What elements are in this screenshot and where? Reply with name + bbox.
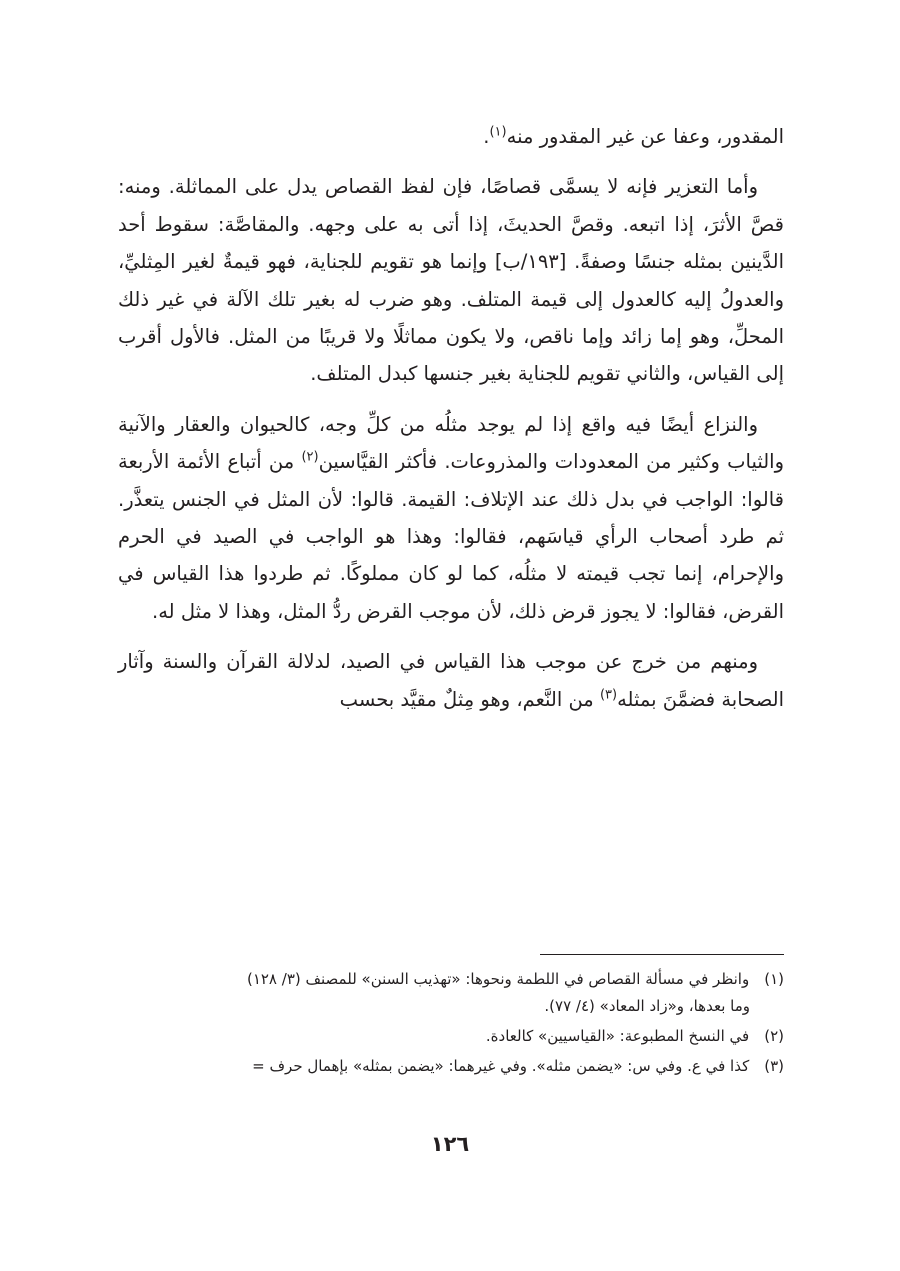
- main-text: [118, 118, 784, 731]
- footnote-2: [118, 1023, 784, 1050]
- page-number: ١٢٦: [430, 1132, 470, 1156]
- footnote-2-number: (٢): [764, 1027, 784, 1045]
- paragraph-2: وأما التعزير فإنه لا يسمَّى قصاصًا، فإن لفظ القصاص يدل على المماثلة. ومنه: قصَّ الأثرَ، إذا اتبعه. وقصَّ الحديثَ، إذا أتى به على وجهه. والمقاصَّة: سقوط أحد الدَّينين بمثله جنسًا وصفةً. [١٩٣/ب] وإنما هو تقويم للجناية، فهو قيمةٌ لغير المِثليِّ، والعدولُ إليه كالعدول إلى قيمة المتلف. وهو ضرب له بغير تلك الآلة في غير ذلك المحلِّ، وهو إما زائد وإما ناقص، ولا يكون مماثلًا ولا قريبًا من المثل. فالأول أقرب إلى القياس، والثاني تقويم للجناية بغير جنسها كبدل المتلف.: [118, 175, 784, 386]
- paragraph-3-text-a: والنزاع أيضًا فيه واقع إذا لم يوجد مثلُه من كلِّ وجه، كالحيوان والعقار والآنية والثياب وكثير من المعدودات والمذروعات. فأكثر القيَّاسين: [118, 412, 784, 474]
- paragraph-4: [118, 643, 784, 718]
- footnote-3: [118, 1053, 784, 1080]
- footnote-separator: [540, 954, 784, 955]
- paragraph-3: [118, 406, 784, 630]
- footnote-ref-3[interactable]: (٣): [599, 687, 618, 703]
- paragraph-1-text: المقدور، وعفا عن غير المقدور منه: [506, 125, 784, 148]
- paragraph-1: [118, 118, 784, 155]
- footnotes: [118, 966, 784, 1083]
- paragraph-3-text-b: من أتباع الأئمة الأربعة قالوا: الواجب في بدل ذلك عند الإتلاف: القيمة. قالوا: لأن المثل في الجنس يتعذَّر. ثم طرد أصحاب الرأي قياسَهم، فقالوا: وهذا هو الواجب في الصيد في الحرم والإحرام، إنما تجب قيمته لا مثلُه، كما لو كان مملوكًا. ثم طردوا هذا القياس في القرض، فقالوا: لا يجوز قرض ذلك، لأن موجب القرض ردُّ المثل، وهذا لا مثل له.: [118, 450, 784, 623]
- paragraph-1-end: .: [483, 125, 490, 148]
- footnote-3-number: (٣): [764, 1057, 784, 1075]
- footnote-1-number: (١): [764, 970, 784, 988]
- paragraph-4-text-a: ومنهم من خرج عن موجب هذا القياس في الصيد، لدلالة القرآن والسنة وآثار الصحابة فضمَّنَ بمثله: [118, 650, 784, 711]
- footnote-3-line-1: كذا في ع. وفي س: «يضمن مثله». وفي غيرهما: «يضمن بمثله» بإهمال حرف =: [252, 1057, 750, 1075]
- footnote-ref-2[interactable]: (٢): [301, 449, 319, 465]
- footnote-1-line-1: وانظر في مسألة القصاص في اللطمة ونحوها: «تهذيب السنن» للمصنف (٣/ ١٢٨): [246, 970, 750, 988]
- footnote-2-line-1: في النسخ المطبوعة: «القياسيين» كالعادة.: [485, 1027, 750, 1045]
- footnote-1: [118, 966, 784, 1020]
- footnote-1-line-2: وما بعدها، و«زاد المعاد» (٤/ ٧٧).: [544, 997, 750, 1015]
- footnote-ref-1[interactable]: (١): [489, 124, 507, 140]
- paragraph-4-text-b: من النَّعم، وهو مِثلٌ مقيَّد بحسب: [339, 687, 600, 711]
